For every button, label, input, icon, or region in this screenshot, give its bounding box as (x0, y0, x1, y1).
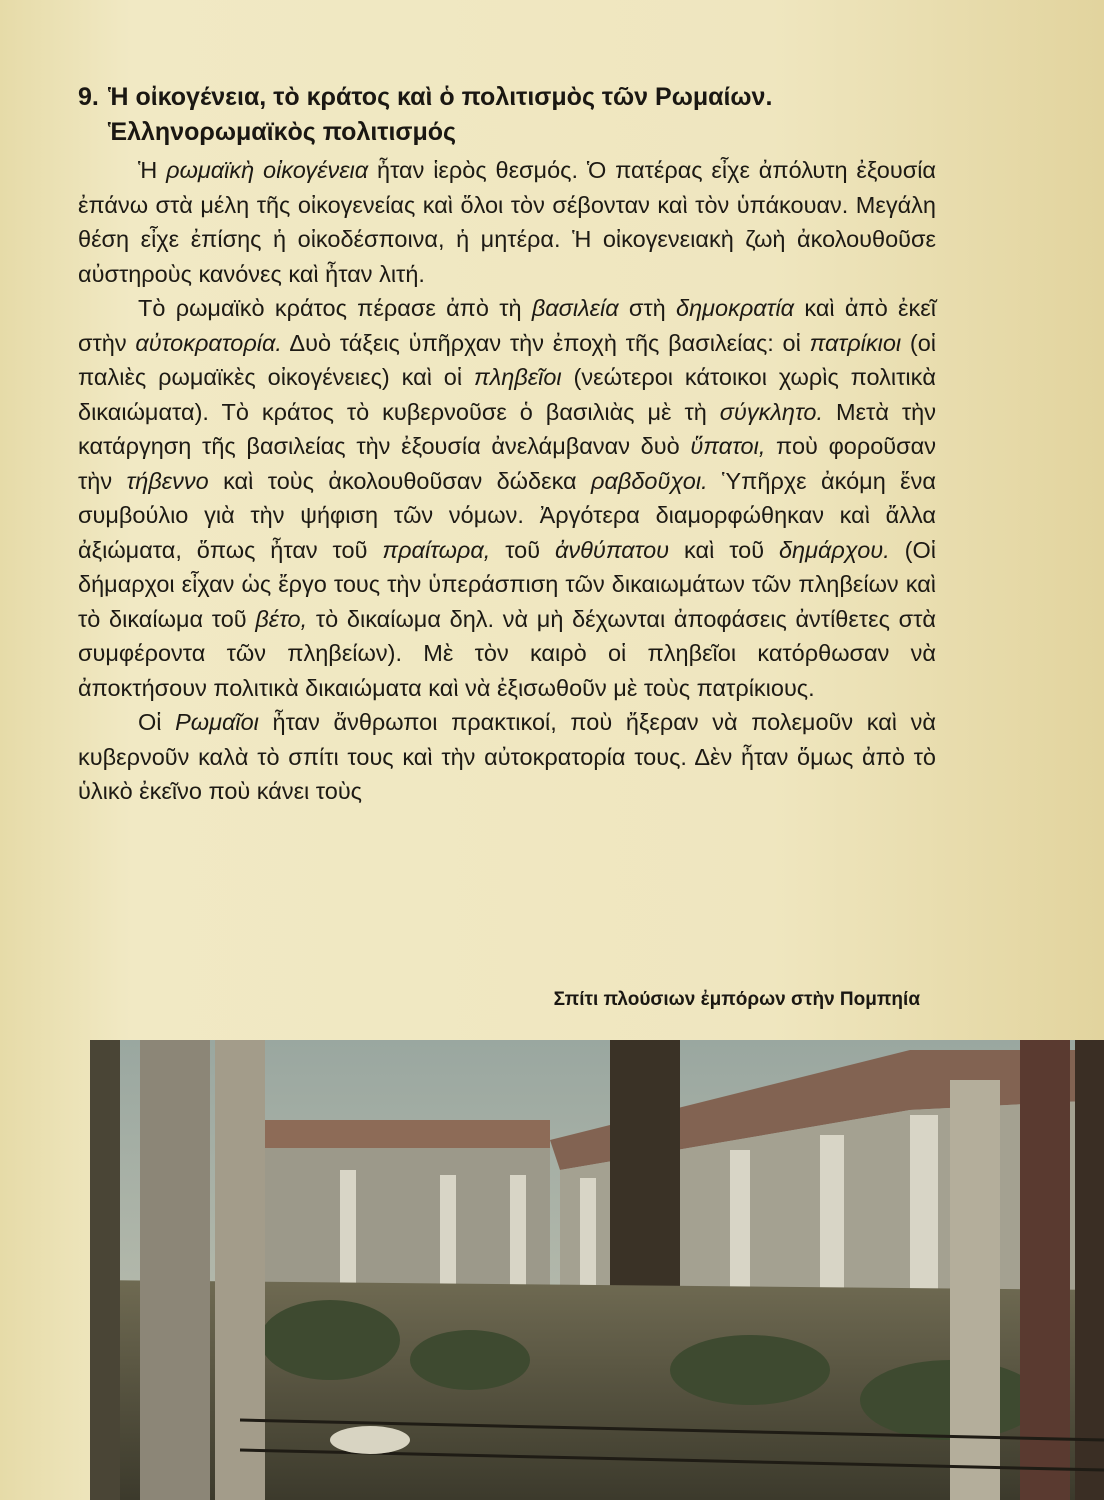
stone-basin (330, 1426, 410, 1454)
emphasis: πραίτωρα, (382, 536, 491, 563)
emphasis: τήβεννο (126, 467, 209, 494)
text-span: Οἱ (138, 709, 176, 735)
heading-subtitle: Ἑλληνορωμαϊκὸς πολιτισμός (108, 118, 457, 146)
emphasis: ἀνθύπατου (555, 536, 670, 563)
text-span: (Οἱ δήμαρχοι εἶχαν ὡς ἔργο τους τὴν ὑπεράσπιση τῶν δικαιωμάτων τῶν πληβείων καὶ τὸ δικαίωμα τοῦ (78, 536, 936, 632)
emphasis: αὐτοκρατορία. (135, 329, 282, 356)
heading-line-1 (78, 80, 1018, 115)
emphasis: δημοκρατία (676, 295, 795, 321)
emphasis: βασιλεία (531, 295, 619, 321)
text-span: Ἡ (138, 157, 167, 183)
section-number: 9. (78, 83, 99, 111)
front-left-columns (90, 1040, 265, 1500)
paragraph-family (78, 153, 936, 291)
text-span: Τὸ ρωμαϊκὸ κράτος πέρασε ἀπὸ τὴ (138, 295, 532, 321)
emphasis: δημάρχου. (778, 536, 890, 563)
pompeii-house-photo (90, 1040, 1104, 1500)
emphasis: Ρωμαῖοι (175, 709, 259, 735)
front-right-columns (950, 1040, 1104, 1500)
emphasis: ὕπατοι, (690, 433, 766, 459)
wall-far (260, 1148, 550, 1298)
text-span: τοῦ (490, 536, 556, 563)
text-span: (νεώτεροι κάτοικοι χωρὶς πολιτικὰ δικαιώματα). Τὸ κράτος τὸ κυβερνοῦσε ὁ βασιλιὰς μὲ τὴ (78, 364, 936, 425)
emphasis: πληβεῖοι (474, 364, 562, 390)
photo-caption: Σπίτι πλούσιων ἐμπόρων στὴν Πομπηία (553, 989, 920, 1010)
emphasis: ρωμαϊκὴ οἰκογένεια (166, 157, 369, 183)
emphasis: πατρίκιοι (809, 329, 902, 356)
text-span: Μετὰ τὴν κατάργηση τῆς βασιλείας τὴν ἐξουσία ἀνελάμβαναν δυὸ (78, 398, 936, 459)
text-span: στὴ (618, 295, 677, 321)
roof-far (260, 1120, 550, 1150)
text-span: καὶ ἀπὸ ἐκεῖ στὴν (78, 295, 936, 356)
emphasis: ραβδοῦχοι. (591, 467, 708, 494)
text-span: τὸ δικαίωμα δηλ. νὰ μὴ δέχωνται ἀποφάσεις ἀντίθετες στὰ συμφέροντα τῶν πληβείων). Μὲ τὸν καιρὸ οἱ πληβεῖοι κατόρθωσαν νὰ ἀποκτήσουν πολιτικὰ δικαιώματα καὶ νὰ ἐξισωθοῦν μὲ τοὺς πατρίκιους. (78, 605, 936, 701)
text-span: Ὑπῆρχε ἀκόμη ἕνα συμβούλιο γιὰ τὴν ψήφιση τῶν νόμων. Ἀργότερα διαμορφώθηκαν καὶ ἄλλα ἀξιώματα, ὅπως ἦταν τοῦ (78, 467, 936, 563)
heading-title: Ἡ οἰκογένεια, τὸ κράτος καὶ ὁ πολιτισμὸς τῶν Ρωμαίων. (108, 83, 773, 111)
emphasis: βέτο, (255, 605, 308, 632)
paragraph-romans (78, 705, 936, 809)
courtyard-illustration (90, 1040, 1104, 1500)
text-span: ποὺ φοροῦσαν τὴν (78, 433, 936, 494)
paragraph-state (78, 291, 936, 705)
text-span: καὶ τοῦ (669, 536, 779, 563)
text-span: καὶ τοὺς ἀκολουθοῦσαν δώδεκα (208, 467, 592, 494)
emphasis: σύγκλητο. (719, 398, 824, 425)
text-span: ἦταν ἄνθρωποι πρακτικοί, ποὺ ἤξεραν νὰ πολεμοῦν καὶ νὰ κυβερνοῦν καλὰ τὸ σπίτι τους καὶ τὴν αὐτοκρατορία τους. Δὲν ἦταν ὅμως ἀπὸ τὸ ὑλικὸ ἐκεῖνο ποὺ κάνει τοὺς (78, 709, 936, 804)
text-span: (οἱ παλιὲς ρωμαϊκὲς οἰκογένειες) καὶ οἱ (78, 329, 936, 390)
text-span: ἦταν ἱερὸς θεσμός. Ὁ πατέρας εἶχε ἀπόλυτη ἐξουσία ἐπάνω στὰ μέλη τῆς οἰκογενείας καὶ ὅλοι τὸν σέβονταν καὶ τὸν ὑπάκουαν. Μεγάλη θέση εἶχε ἐπίσης ἡ οἰκοδέσποινα, ἡ μητέρα. Ἡ οἰκογενειακὴ ζωὴ ἀκολουθοῦσε αὐστηροὺς κανόνες καὶ ἦταν λιτή. (78, 157, 937, 287)
article-body (78, 153, 936, 809)
section-heading (78, 80, 1018, 150)
text-span: Δυὸ τάξεις ὑπῆρχαν τὴν ἐποχὴ τῆς βασιλείας: οἱ (281, 329, 810, 356)
